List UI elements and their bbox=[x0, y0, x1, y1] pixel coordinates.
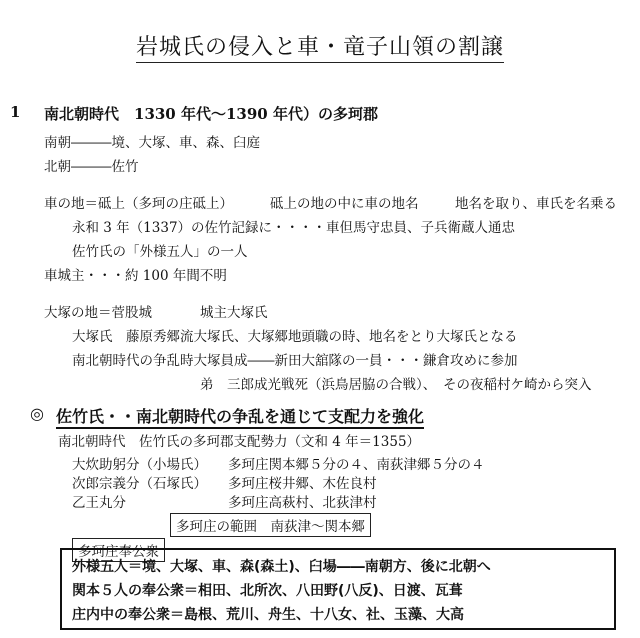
eiwa-record-line: 永和 3 年（1337）の佐竹記録に・・・・車但馬守忠員、子兵衛蔵人通忠 bbox=[72, 220, 516, 236]
kuruma-name-note: 地名を取り、車氏を名乗る bbox=[455, 196, 617, 212]
page-title: 岩城氏の侵入と車・竜子山領の割譲 bbox=[0, 30, 640, 61]
otsuka-land-line: 大塚の地＝菅股城 bbox=[44, 305, 152, 321]
tozama-five-row: 外様五人＝境、大塚、車、森(森土)、臼場――南朝方、後に北朝へ bbox=[72, 559, 491, 575]
holder-row-2-name: 次郎宗義分（石塚氏） bbox=[72, 476, 207, 492]
hokosho-box bbox=[60, 548, 616, 630]
holder-row-1-name: 大炊助躬分（小場氏） bbox=[72, 457, 207, 473]
south-court-line: 南朝―――境、大塚、車、森、臼庭 bbox=[44, 135, 260, 151]
otsuka-clan-line: 大塚氏 藤原秀郷流大塚氏、大塚郷地頭職の時、地名をとり大塚氏となる bbox=[72, 329, 518, 345]
holder-row-1-land: 多珂庄関本郷５分の４、南荻津郷５分の４ bbox=[228, 457, 485, 473]
holder-row-3-name: 乙王丸分 bbox=[72, 495, 126, 511]
otsuka-lord-line: 城主大塚氏 bbox=[200, 305, 268, 321]
castle-lord-line: 車城主・・・約 100 年間不明 bbox=[44, 268, 227, 284]
holder-row-3-land: 多珂庄高萩村、北荻津村 bbox=[228, 495, 377, 511]
tozama-line: 佐竹氏の「外様五人」の一人 bbox=[72, 244, 248, 260]
section1-number: 1 bbox=[10, 103, 21, 121]
section2-mark: ◎ bbox=[30, 404, 44, 423]
otsuka-war-line: 南北朝時代の争乱時大塚員成――新田大舘隊の一員・・・鎌倉攻めに参加 bbox=[72, 353, 518, 369]
satake-power-line: 南北朝時代 佐竹氏の多珂郡支配勢力（文和 4 年＝1355） bbox=[58, 434, 421, 450]
kuruma-land-line: 車の地＝砥上（多珂の庄砥上） bbox=[44, 196, 233, 212]
hokosho-label: 多珂庄奉公衆 bbox=[72, 538, 165, 562]
kuruma-place-note: 砥上の地の中に車の地名 bbox=[270, 196, 419, 212]
range-box: 多珂庄の範囲 南荻津～関本郷 bbox=[170, 513, 371, 537]
section2-heading: 佐竹氏・・南北朝時代の争乱を通じて支配力を強化 bbox=[56, 404, 424, 427]
otsuka-brother-line: 弟 三郎成光戦死（浜鳥居脇の合戦）、 その夜稲村ケ崎から突入 bbox=[200, 377, 592, 393]
sekimoto-row: 関本５人の奉公衆＝相田、北所次、八田野(八反)、日渡、瓦葺 bbox=[72, 583, 463, 599]
shonai-row: 庄内中の奉公衆＝島根、荒川、舟生、十八女、社、玉藻、大高 bbox=[72, 607, 464, 623]
section1-heading: 南北朝時代 1330 年代～1390 年代）の多珂郡 bbox=[44, 105, 378, 123]
north-court-line: 北朝―――佐竹 bbox=[44, 159, 139, 175]
holder-row-2-land: 多珂庄桜井郷、木佐良村 bbox=[228, 476, 377, 492]
